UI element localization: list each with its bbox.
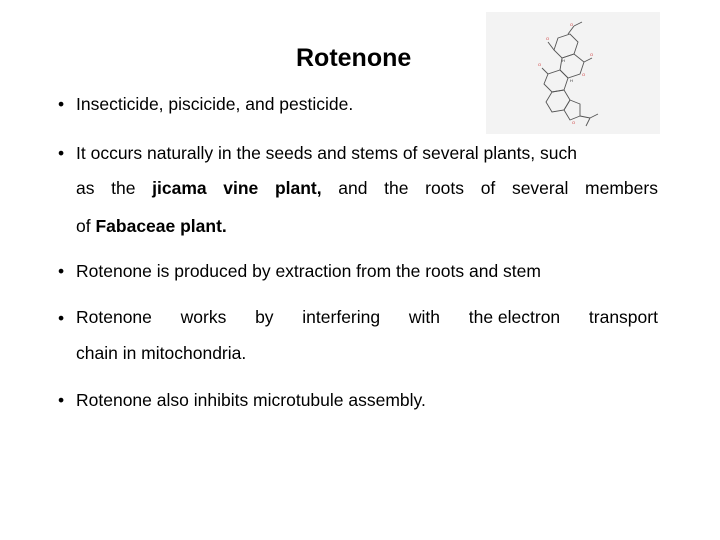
word: roots (425, 178, 465, 198)
word: transport (588, 307, 658, 327)
word-bold: jicama (152, 178, 207, 198)
atom-label: H (570, 78, 573, 83)
atom-label: O (546, 36, 550, 41)
atom-label: O (570, 22, 574, 27)
word: the (111, 178, 136, 198)
bullet-continuation-line (76, 216, 227, 237)
word-bold: vine (223, 178, 259, 198)
bullet-marker: • (58, 390, 65, 410)
word: works (180, 307, 227, 327)
word: of (480, 178, 496, 198)
bullet-text: It occurs naturally in the seeds and stems of several plants, such (76, 143, 577, 163)
word: by (255, 307, 274, 327)
bullet-marker: • (58, 94, 65, 114)
word: as (76, 178, 95, 198)
bullet-continuation-line (76, 178, 658, 199)
word: the (384, 178, 409, 198)
atom-label: O (590, 52, 594, 57)
bullet-text: Rotenone is produced by extraction from the roots and stem (76, 261, 541, 281)
bullet-text: Rotenone also inhibits microtubule assembly. (76, 390, 426, 410)
word: several (511, 178, 569, 198)
atom-label: H (562, 58, 565, 63)
atom-label: O (582, 72, 586, 77)
atom-label: O (538, 62, 542, 67)
word: and (338, 178, 368, 198)
word: members (585, 178, 658, 198)
word: of (76, 216, 96, 236)
bullet-marker: • (58, 308, 65, 328)
word: interfering (302, 307, 381, 327)
slide-title: Rotenone (296, 44, 412, 72)
word: Rotenone (76, 307, 152, 327)
rotenone-structure-image (486, 12, 660, 134)
word-bold: plant, (274, 178, 322, 198)
bullet-first-line (76, 307, 658, 328)
bullet-continuation-line: chain in mitochondria. (76, 343, 247, 363)
bullet-marker: • (58, 261, 65, 281)
bullet-marker: • (58, 143, 65, 163)
word: the electron (468, 307, 561, 327)
word: with (408, 307, 440, 327)
word-bold: Fabaceae plant. (95, 216, 227, 236)
atom-label: O (572, 120, 576, 125)
bullet-text: Insecticide, piscicide, and pesticide. (76, 94, 354, 114)
